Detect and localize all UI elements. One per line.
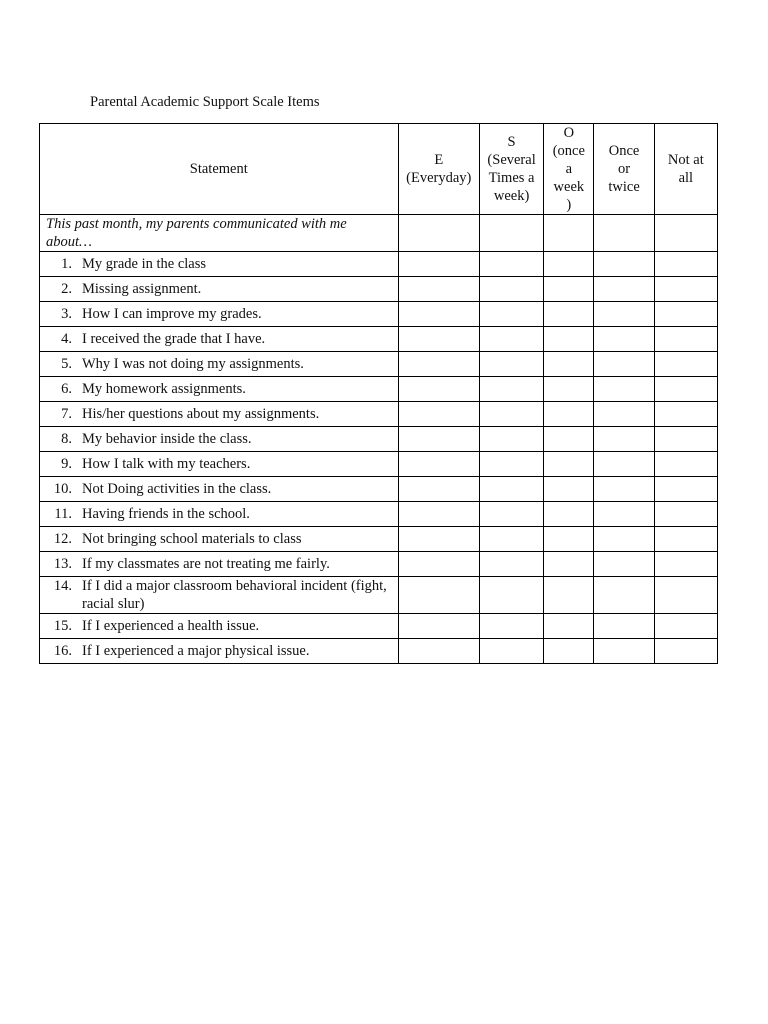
rating-cell-once-twice[interactable]: [594, 302, 654, 327]
item-text: How I can improve my grades.: [82, 306, 262, 322]
rating-cell-not-at-all[interactable]: [654, 277, 717, 302]
item-statement-cell: [40, 477, 399, 502]
list-item: [40, 577, 398, 613]
rating-cell-everyday[interactable]: [398, 452, 479, 477]
rating-cell-several[interactable]: [479, 427, 543, 452]
header-once-twice-line: or: [618, 161, 631, 177]
item-text: His/her questions about my assignments.: [82, 406, 320, 422]
item-row: [40, 352, 718, 377]
header-not-at-all: [654, 124, 717, 215]
rating-cell-everyday: [398, 215, 479, 252]
header-row: [40, 124, 718, 215]
item-text: If I experienced a health issue.: [82, 618, 260, 634]
item-row: [40, 252, 718, 277]
rating-cell-several[interactable]: [479, 377, 543, 402]
item-statement-cell: [40, 639, 399, 664]
rating-cell-once-twice[interactable]: [594, 352, 654, 377]
item-row: [40, 277, 718, 302]
rating-cell-everyday[interactable]: [398, 639, 479, 664]
item-statement-cell: [40, 552, 399, 577]
item-statement-cell: [40, 577, 399, 614]
rating-cell-several[interactable]: [479, 452, 543, 477]
rating-cell-once-week[interactable]: [544, 502, 594, 527]
rating-cell-everyday[interactable]: [398, 252, 479, 277]
header-once-a-week: [544, 124, 594, 215]
rating-cell-several[interactable]: [479, 302, 543, 327]
rating-cell-everyday[interactable]: [398, 477, 479, 502]
rating-cell-once-twice[interactable]: [594, 277, 654, 302]
rating-cell-once-week[interactable]: [544, 477, 594, 502]
list-item: [40, 642, 398, 660]
item-number: 11.: [54, 506, 72, 522]
rating-cell-not-at-all[interactable]: [654, 427, 717, 452]
item-number: 7.: [61, 406, 72, 422]
intro-statement: This past month, my parents communicated with me about…: [40, 215, 399, 252]
rating-cell-several[interactable]: [479, 402, 543, 427]
item-text: Why I was not doing my assignments.: [82, 356, 304, 372]
rating-cell-everyday[interactable]: [398, 302, 479, 327]
item-statement-cell: [40, 327, 399, 352]
item-statement-cell: [40, 252, 399, 277]
item-number: 1.: [61, 256, 72, 272]
header-everyday-line: (Everyday): [406, 170, 472, 186]
header-several-line: (Several: [487, 152, 536, 168]
list-item: [40, 430, 398, 448]
rating-cell-several[interactable]: [479, 277, 543, 302]
header-not-at-all-line: all: [678, 170, 694, 186]
rating-cell-not-at-all[interactable]: [654, 452, 717, 477]
header-statement: [40, 124, 399, 215]
item-number: 15.: [53, 618, 72, 634]
item-number: 16.: [53, 643, 72, 659]
header-several-line: S: [507, 134, 516, 150]
rating-cell-not-at-all[interactable]: [654, 252, 717, 277]
item-number: 14.: [53, 578, 72, 594]
item-text: How I talk with my teachers.: [82, 456, 251, 472]
rating-cell-several: [479, 215, 543, 252]
rating-cell-not-at-all[interactable]: [654, 402, 717, 427]
item-statement-cell: [40, 277, 399, 302]
item-statement-cell: [40, 352, 399, 377]
header-statement-label: Statement: [189, 161, 248, 177]
rating-cell-once-week[interactable]: [544, 577, 594, 614]
item-number: 2.: [61, 281, 72, 297]
rating-cell-not-at-all[interactable]: [654, 639, 717, 664]
item-row: [40, 502, 718, 527]
document-title: Parental Academic Support Scale Items: [90, 94, 320, 110]
rating-cell-everyday[interactable]: [398, 502, 479, 527]
rating-cell-several[interactable]: [479, 552, 543, 577]
rating-cell-not-at-all[interactable]: [654, 302, 717, 327]
rating-cell-several[interactable]: [479, 577, 543, 614]
item-number: 6.: [61, 381, 72, 397]
rating-cell-not-at-all: [654, 215, 717, 252]
rating-cell-once-week[interactable]: [544, 402, 594, 427]
rating-cell-once-twice[interactable]: [594, 502, 654, 527]
item-statement-cell: [40, 402, 399, 427]
rating-cell-once-week[interactable]: [544, 527, 594, 552]
rating-cell-once-twice[interactable]: [594, 552, 654, 577]
rating-cell-several[interactable]: [479, 614, 543, 639]
list-item: [40, 555, 398, 573]
header-everyday: [398, 124, 479, 215]
item-statement-cell: [40, 614, 399, 639]
item-row: [40, 614, 718, 639]
item-row: [40, 527, 718, 552]
header-several-line: Times a: [488, 170, 535, 186]
item-number: 4.: [61, 331, 72, 347]
rating-cell-not-at-all[interactable]: [654, 502, 717, 527]
item-number: 8.: [61, 431, 72, 447]
item-text: Having friends in the school.: [82, 506, 250, 522]
rating-cell-not-at-all[interactable]: [654, 552, 717, 577]
item-text: My homework assignments.: [82, 381, 246, 397]
item-statement-cell: [40, 302, 399, 327]
rating-cell-once-week[interactable]: [544, 427, 594, 452]
header-once-week-line: O: [563, 125, 575, 141]
item-text: Not Doing activities in the class.: [82, 481, 272, 497]
rating-cell-not-at-all[interactable]: [654, 614, 717, 639]
item-statement-cell: [40, 377, 399, 402]
item-row: [40, 639, 718, 664]
scale-table: [39, 123, 718, 664]
rating-cell-everyday[interactable]: [398, 402, 479, 427]
list-item: [40, 380, 398, 398]
item-number: 10.: [53, 481, 72, 497]
item-number: 13.: [53, 556, 72, 572]
rating-cell-once-week[interactable]: [544, 552, 594, 577]
rating-cell-once-twice[interactable]: [594, 402, 654, 427]
rating-cell-several[interactable]: [479, 477, 543, 502]
rating-cell-once-week[interactable]: [544, 452, 594, 477]
rating-cell-once-twice[interactable]: [594, 527, 654, 552]
list-item: [40, 305, 398, 323]
rating-cell-several[interactable]: [479, 252, 543, 277]
rating-cell-everyday[interactable]: [398, 614, 479, 639]
rating-cell-once-twice[interactable]: [594, 639, 654, 664]
item-row: [40, 302, 718, 327]
rating-cell-once-week[interactable]: [544, 302, 594, 327]
intro-row: [40, 215, 718, 252]
rating-cell-once-week[interactable]: [544, 377, 594, 402]
item-statement-cell: [40, 527, 399, 552]
header-once-twice-line: Once: [608, 143, 640, 159]
rating-cell-several[interactable]: [479, 502, 543, 527]
rating-cell-everyday[interactable]: [398, 327, 479, 352]
rating-cell-several[interactable]: [479, 352, 543, 377]
rating-cell-everyday[interactable]: [398, 427, 479, 452]
rating-cell-several[interactable]: [479, 327, 543, 352]
item-text: Missing assignment.: [82, 281, 202, 297]
list-item: [40, 255, 398, 273]
rating-cell-once-week[interactable]: [544, 639, 594, 664]
rating-cell-once-week[interactable]: [544, 277, 594, 302]
item-text: Not bringing school materials to class: [82, 531, 302, 547]
header-several-line: week): [493, 188, 530, 204]
rating-cell-once-twice[interactable]: [594, 327, 654, 352]
header-not-at-all-line: Not at: [667, 152, 704, 168]
list-item: [40, 505, 398, 523]
item-text: If I experienced a major physical issue.: [82, 643, 310, 659]
rating-cell-once-week[interactable]: [544, 252, 594, 277]
rating-cell-not-at-all[interactable]: [654, 577, 717, 614]
header-several-times: [479, 124, 543, 215]
item-number: 12.: [53, 531, 72, 547]
rating-cell-once-week[interactable]: [544, 614, 594, 639]
rating-cell-once-week[interactable]: [544, 352, 594, 377]
rating-cell-once-twice[interactable]: [594, 577, 654, 614]
rating-cell-not-at-all[interactable]: [654, 527, 717, 552]
list-item: [40, 617, 398, 635]
rating-cell-not-at-all[interactable]: [654, 377, 717, 402]
item-statement-cell: [40, 502, 399, 527]
rating-cell-once-twice[interactable]: [594, 614, 654, 639]
item-number: 9.: [61, 456, 72, 472]
header-once-week-line: (once: [552, 143, 585, 159]
item-row: [40, 452, 718, 477]
rating-cell-once-twice[interactable]: [594, 252, 654, 277]
rating-cell-everyday[interactable]: [398, 577, 479, 614]
item-text: My behavior inside the class.: [82, 431, 252, 447]
list-item: [40, 355, 398, 373]
rating-cell-once-twice: [594, 215, 654, 252]
rating-cell-once-twice[interactable]: [594, 477, 654, 502]
list-item: [40, 330, 398, 348]
item-text: If I did a major classroom behavioral incident (fight, racial slur): [82, 578, 387, 612]
item-row: [40, 402, 718, 427]
item-text: If my classmates are not treating me fairly.: [82, 556, 330, 572]
item-statement-cell: [40, 452, 399, 477]
list-item: [40, 405, 398, 423]
rating-cell-everyday[interactable]: [398, 352, 479, 377]
header-once-twice-line: twice: [608, 179, 640, 195]
rating-cell-several[interactable]: [479, 527, 543, 552]
rating-cell-everyday[interactable]: [398, 377, 479, 402]
item-number: 3.: [61, 306, 72, 322]
header-once-week-line: a: [565, 161, 573, 177]
item-text: I received the grade that I have.: [82, 331, 266, 347]
rating-cell-once-twice[interactable]: [594, 427, 654, 452]
rating-cell-everyday[interactable]: [398, 527, 479, 552]
item-row: [40, 327, 718, 352]
item-number: 5.: [61, 356, 72, 372]
rating-cell-once-week: [544, 215, 594, 252]
rating-cell-not-at-all[interactable]: [654, 477, 717, 502]
item-text: My grade in the class: [82, 256, 207, 272]
header-once-or-twice: [594, 124, 654, 215]
item-row: [40, 577, 718, 614]
item-row: [40, 552, 718, 577]
item-row: [40, 377, 718, 402]
rating-cell-several[interactable]: [479, 639, 543, 664]
header-everyday-line: E: [434, 152, 444, 168]
rating-cell-once-twice[interactable]: [594, 377, 654, 402]
list-item: [40, 280, 398, 298]
header-once-week-line: ): [566, 197, 572, 213]
item-statement-cell: [40, 427, 399, 452]
rating-cell-not-at-all[interactable]: [654, 327, 717, 352]
rating-cell-once-week[interactable]: [544, 327, 594, 352]
rating-cell-not-at-all[interactable]: [654, 352, 717, 377]
list-item: [40, 455, 398, 473]
item-row: [40, 427, 718, 452]
rating-cell-once-twice[interactable]: [594, 452, 654, 477]
list-item: [40, 480, 398, 498]
rating-cell-everyday[interactable]: [398, 277, 479, 302]
list-item: [40, 530, 398, 548]
rating-cell-everyday[interactable]: [398, 552, 479, 577]
item-row: [40, 477, 718, 502]
header-once-week-line: week: [553, 179, 585, 195]
